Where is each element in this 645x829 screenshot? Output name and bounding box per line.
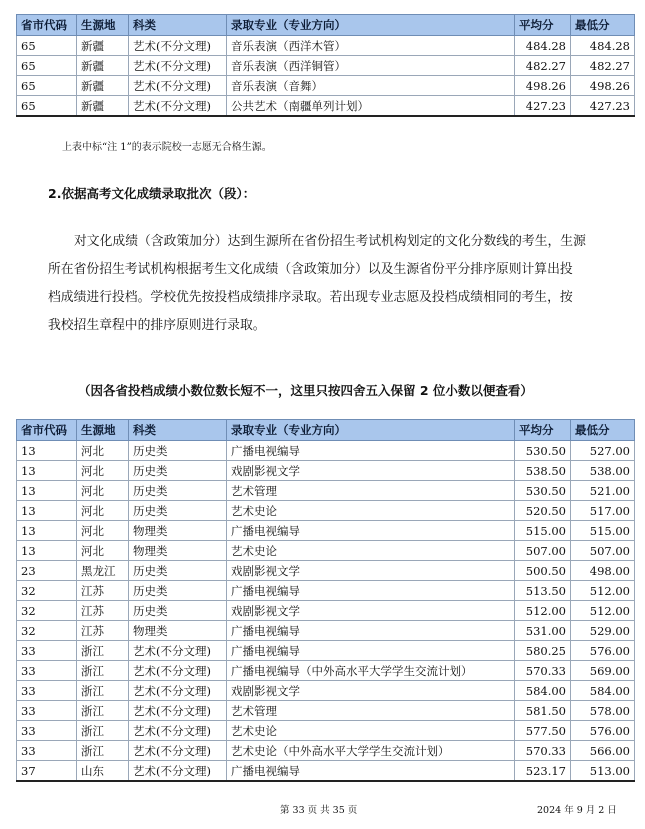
cell-average-score: 482.27 [515, 56, 571, 76]
cell-minimum-score: 513.00 [571, 761, 635, 782]
cell-origin: 河北 [77, 541, 129, 561]
cell-major: 广播电视编导 [227, 521, 515, 541]
header-province-code: 省市代码 [17, 15, 77, 36]
header-average-score: 平均分 [515, 420, 571, 441]
cell-province-code: 32 [17, 581, 77, 601]
cell-province-code: 13 [17, 501, 77, 521]
table-row [17, 461, 635, 481]
paragraph-line: 所在省份招生考试机构根据考生文化成绩（含政策加分）以及生源省份平分排序原则计算出投 [48, 262, 573, 277]
cell-origin: 江苏 [77, 621, 129, 641]
cell-major: 艺术史论 [227, 541, 515, 561]
table-header-row [17, 420, 635, 441]
header-origin: 生源地 [77, 420, 129, 441]
cell-average-score: 581.50 [515, 701, 571, 721]
cell-average-score: 530.50 [515, 481, 571, 501]
header-minimum-score: 最低分 [571, 15, 635, 36]
table-body [17, 36, 635, 117]
admission-table-top [16, 14, 635, 117]
cell-origin: 河北 [77, 521, 129, 541]
cell-major: 音乐表演（西洋铜管） [227, 56, 515, 76]
cell-average-score: 570.33 [515, 661, 571, 681]
rounding-note: （因各省投档成绩小数位数长短不一，这里只按四舍五入保留 2 位小数以便查看） [78, 383, 533, 398]
cell-province-code: 13 [17, 541, 77, 561]
cell-province-code: 33 [17, 661, 77, 681]
header-average-score: 平均分 [515, 15, 571, 36]
cell-origin: 浙江 [77, 681, 129, 701]
table-row [17, 661, 635, 681]
paragraph-line: 对文化成绩（含政策加分）达到生源所在省份招生考试机构划定的文化分数线的考生，生源 [74, 234, 586, 249]
cell-origin: 新疆 [77, 36, 129, 56]
cell-province-code: 13 [17, 461, 77, 481]
cell-major: 公共艺术（南疆单列计划） [227, 96, 515, 117]
cell-category: 艺术(不分文理) [129, 641, 227, 661]
table-row [17, 541, 635, 561]
table-row [17, 761, 635, 782]
cell-province-code: 33 [17, 681, 77, 701]
cell-minimum-score: 484.28 [571, 36, 635, 56]
cell-minimum-score: 507.00 [571, 541, 635, 561]
cell-province-code: 13 [17, 521, 77, 541]
cell-province-code: 37 [17, 761, 77, 782]
cell-major: 广播电视编导 [227, 761, 515, 782]
table-row [17, 36, 635, 56]
cell-province-code: 32 [17, 601, 77, 621]
cell-average-score: 427.23 [515, 96, 571, 117]
table-footnote: 上表中标“注 1”的表示院校一志愿无合格生源。 [62, 142, 272, 153]
policy-paragraph [48, 228, 608, 340]
cell-average-score: 520.50 [515, 501, 571, 521]
cell-province-code: 33 [17, 701, 77, 721]
cell-minimum-score: 482.27 [571, 56, 635, 76]
cell-category: 艺术(不分文理) [129, 76, 227, 96]
cell-average-score: 570.33 [515, 741, 571, 761]
paragraph-line: 我校招生章程中的排序原则进行录取。 [48, 318, 266, 333]
cell-origin: 浙江 [77, 661, 129, 681]
cell-major: 戏剧影视文学 [227, 601, 515, 621]
cell-minimum-score: 576.00 [571, 721, 635, 741]
cell-average-score: 538.50 [515, 461, 571, 481]
cell-minimum-score: 517.00 [571, 501, 635, 521]
cell-origin: 河北 [77, 501, 129, 521]
cell-province-code: 23 [17, 561, 77, 581]
cell-major: 艺术史论 [227, 721, 515, 741]
cell-major: 广播电视编导 [227, 621, 515, 641]
cell-average-score: 512.00 [515, 601, 571, 621]
cell-province-code: 13 [17, 441, 77, 461]
table-row [17, 741, 635, 761]
table-row [17, 501, 635, 521]
cell-major: 戏剧影视文学 [227, 681, 515, 701]
cell-category: 物理类 [129, 521, 227, 541]
cell-origin: 新疆 [77, 56, 129, 76]
cell-category: 艺术(不分文理) [129, 761, 227, 782]
cell-major: 音乐表演（音舞） [227, 76, 515, 96]
cell-major: 艺术史论（中外高水平大学学生交流计划） [227, 741, 515, 761]
cell-average-score: 531.00 [515, 621, 571, 641]
cell-major: 艺术史论 [227, 501, 515, 521]
page-number: 第 33 页 共 35 页 [280, 805, 358, 816]
table-row [17, 521, 635, 541]
cell-category: 物理类 [129, 621, 227, 641]
cell-category: 历史类 [129, 461, 227, 481]
cell-minimum-score: 569.00 [571, 661, 635, 681]
section-heading: 2.依据高考文化成绩录取批次（段）： [48, 186, 256, 201]
table-row [17, 681, 635, 701]
table-row [17, 481, 635, 501]
cell-minimum-score: 498.26 [571, 76, 635, 96]
paragraph-line: 档成绩进行投档。学校优先按投档成绩排序录取。若出现专业志愿及投档成绩相同的考生，按 [48, 290, 573, 305]
table-row [17, 641, 635, 661]
cell-major: 戏剧影视文学 [227, 461, 515, 481]
cell-minimum-score: 512.00 [571, 601, 635, 621]
cell-major: 广播电视编导 [227, 441, 515, 461]
cell-major: 戏剧影视文学 [227, 561, 515, 581]
cell-average-score: 523.17 [515, 761, 571, 782]
cell-minimum-score: 521.00 [571, 481, 635, 501]
cell-minimum-score: 515.00 [571, 521, 635, 541]
cell-category: 艺术(不分文理) [129, 721, 227, 741]
cell-average-score: 484.28 [515, 36, 571, 56]
table-row [17, 561, 635, 581]
cell-origin: 浙江 [77, 701, 129, 721]
header-major: 录取专业（专业方向） [227, 15, 515, 36]
cell-average-score: 500.50 [515, 561, 571, 581]
cell-average-score: 530.50 [515, 441, 571, 461]
cell-origin: 河北 [77, 441, 129, 461]
cell-category: 艺术(不分文理) [129, 741, 227, 761]
cell-average-score: 580.25 [515, 641, 571, 661]
cell-category: 艺术(不分文理) [129, 681, 227, 701]
cell-average-score: 515.00 [515, 521, 571, 541]
cell-category: 艺术(不分文理) [129, 56, 227, 76]
cell-province-code: 33 [17, 741, 77, 761]
cell-major: 艺术管理 [227, 701, 515, 721]
cell-origin: 河北 [77, 481, 129, 501]
cell-minimum-score: 512.00 [571, 581, 635, 601]
table-body [17, 441, 635, 782]
cell-category: 历史类 [129, 501, 227, 521]
cell-province-code: 33 [17, 721, 77, 741]
cell-average-score: 507.00 [515, 541, 571, 561]
table-row [17, 56, 635, 76]
cell-province-code: 33 [17, 641, 77, 661]
cell-category: 艺术(不分文理) [129, 701, 227, 721]
cell-origin: 新疆 [77, 76, 129, 96]
cell-origin: 江苏 [77, 601, 129, 621]
cell-category: 艺术(不分文理) [129, 96, 227, 117]
cell-minimum-score: 498.00 [571, 561, 635, 581]
cell-average-score: 513.50 [515, 581, 571, 601]
table-header-row [17, 15, 635, 36]
cell-major: 广播电视编导 [227, 641, 515, 661]
header-province-code: 省市代码 [17, 420, 77, 441]
cell-major: 音乐表演（西洋木管） [227, 36, 515, 56]
table-row [17, 441, 635, 461]
header-category: 科类 [129, 15, 227, 36]
cell-minimum-score: 529.00 [571, 621, 635, 641]
cell-minimum-score: 578.00 [571, 701, 635, 721]
cell-major: 艺术管理 [227, 481, 515, 501]
cell-origin: 江苏 [77, 581, 129, 601]
cell-minimum-score: 427.23 [571, 96, 635, 117]
header-category: 科类 [129, 420, 227, 441]
table-row [17, 76, 635, 96]
table-row [17, 701, 635, 721]
admission-table-bottom [16, 419, 635, 782]
table-row [17, 621, 635, 641]
cell-province-code: 65 [17, 36, 77, 56]
cell-category: 历史类 [129, 481, 227, 501]
header-minimum-score: 最低分 [571, 420, 635, 441]
cell-origin: 山东 [77, 761, 129, 782]
cell-origin: 河北 [77, 461, 129, 481]
cell-category: 艺术(不分文理) [129, 661, 227, 681]
cell-origin: 浙江 [77, 741, 129, 761]
cell-province-code: 13 [17, 481, 77, 501]
cell-province-code: 65 [17, 76, 77, 96]
cell-category: 艺术(不分文理) [129, 36, 227, 56]
header-major: 录取专业（专业方向） [227, 420, 515, 441]
cell-province-code: 65 [17, 96, 77, 117]
cell-origin: 黑龙江 [77, 561, 129, 581]
cell-average-score: 498.26 [515, 76, 571, 96]
cell-major: 广播电视编导（中外高水平大学学生交流计划） [227, 661, 515, 681]
cell-average-score: 577.50 [515, 721, 571, 741]
header-origin: 生源地 [77, 15, 129, 36]
cell-category: 历史类 [129, 581, 227, 601]
cell-minimum-score: 566.00 [571, 741, 635, 761]
cell-minimum-score: 576.00 [571, 641, 635, 661]
table-row [17, 721, 635, 741]
cell-major: 广播电视编导 [227, 581, 515, 601]
cell-minimum-score: 538.00 [571, 461, 635, 481]
cell-origin: 新疆 [77, 96, 129, 117]
cell-average-score: 584.00 [515, 681, 571, 701]
cell-origin: 浙江 [77, 721, 129, 741]
cell-category: 历史类 [129, 601, 227, 621]
cell-minimum-score: 584.00 [571, 681, 635, 701]
cell-province-code: 32 [17, 621, 77, 641]
cell-category: 物理类 [129, 541, 227, 561]
document-date: 2024 年 9 月 2 日 [537, 805, 617, 816]
cell-province-code: 65 [17, 56, 77, 76]
table-row [17, 601, 635, 621]
table-row [17, 96, 635, 117]
cell-category: 历史类 [129, 441, 227, 461]
table-row [17, 581, 635, 601]
cell-category: 历史类 [129, 561, 227, 581]
cell-origin: 浙江 [77, 641, 129, 661]
cell-minimum-score: 527.00 [571, 441, 635, 461]
